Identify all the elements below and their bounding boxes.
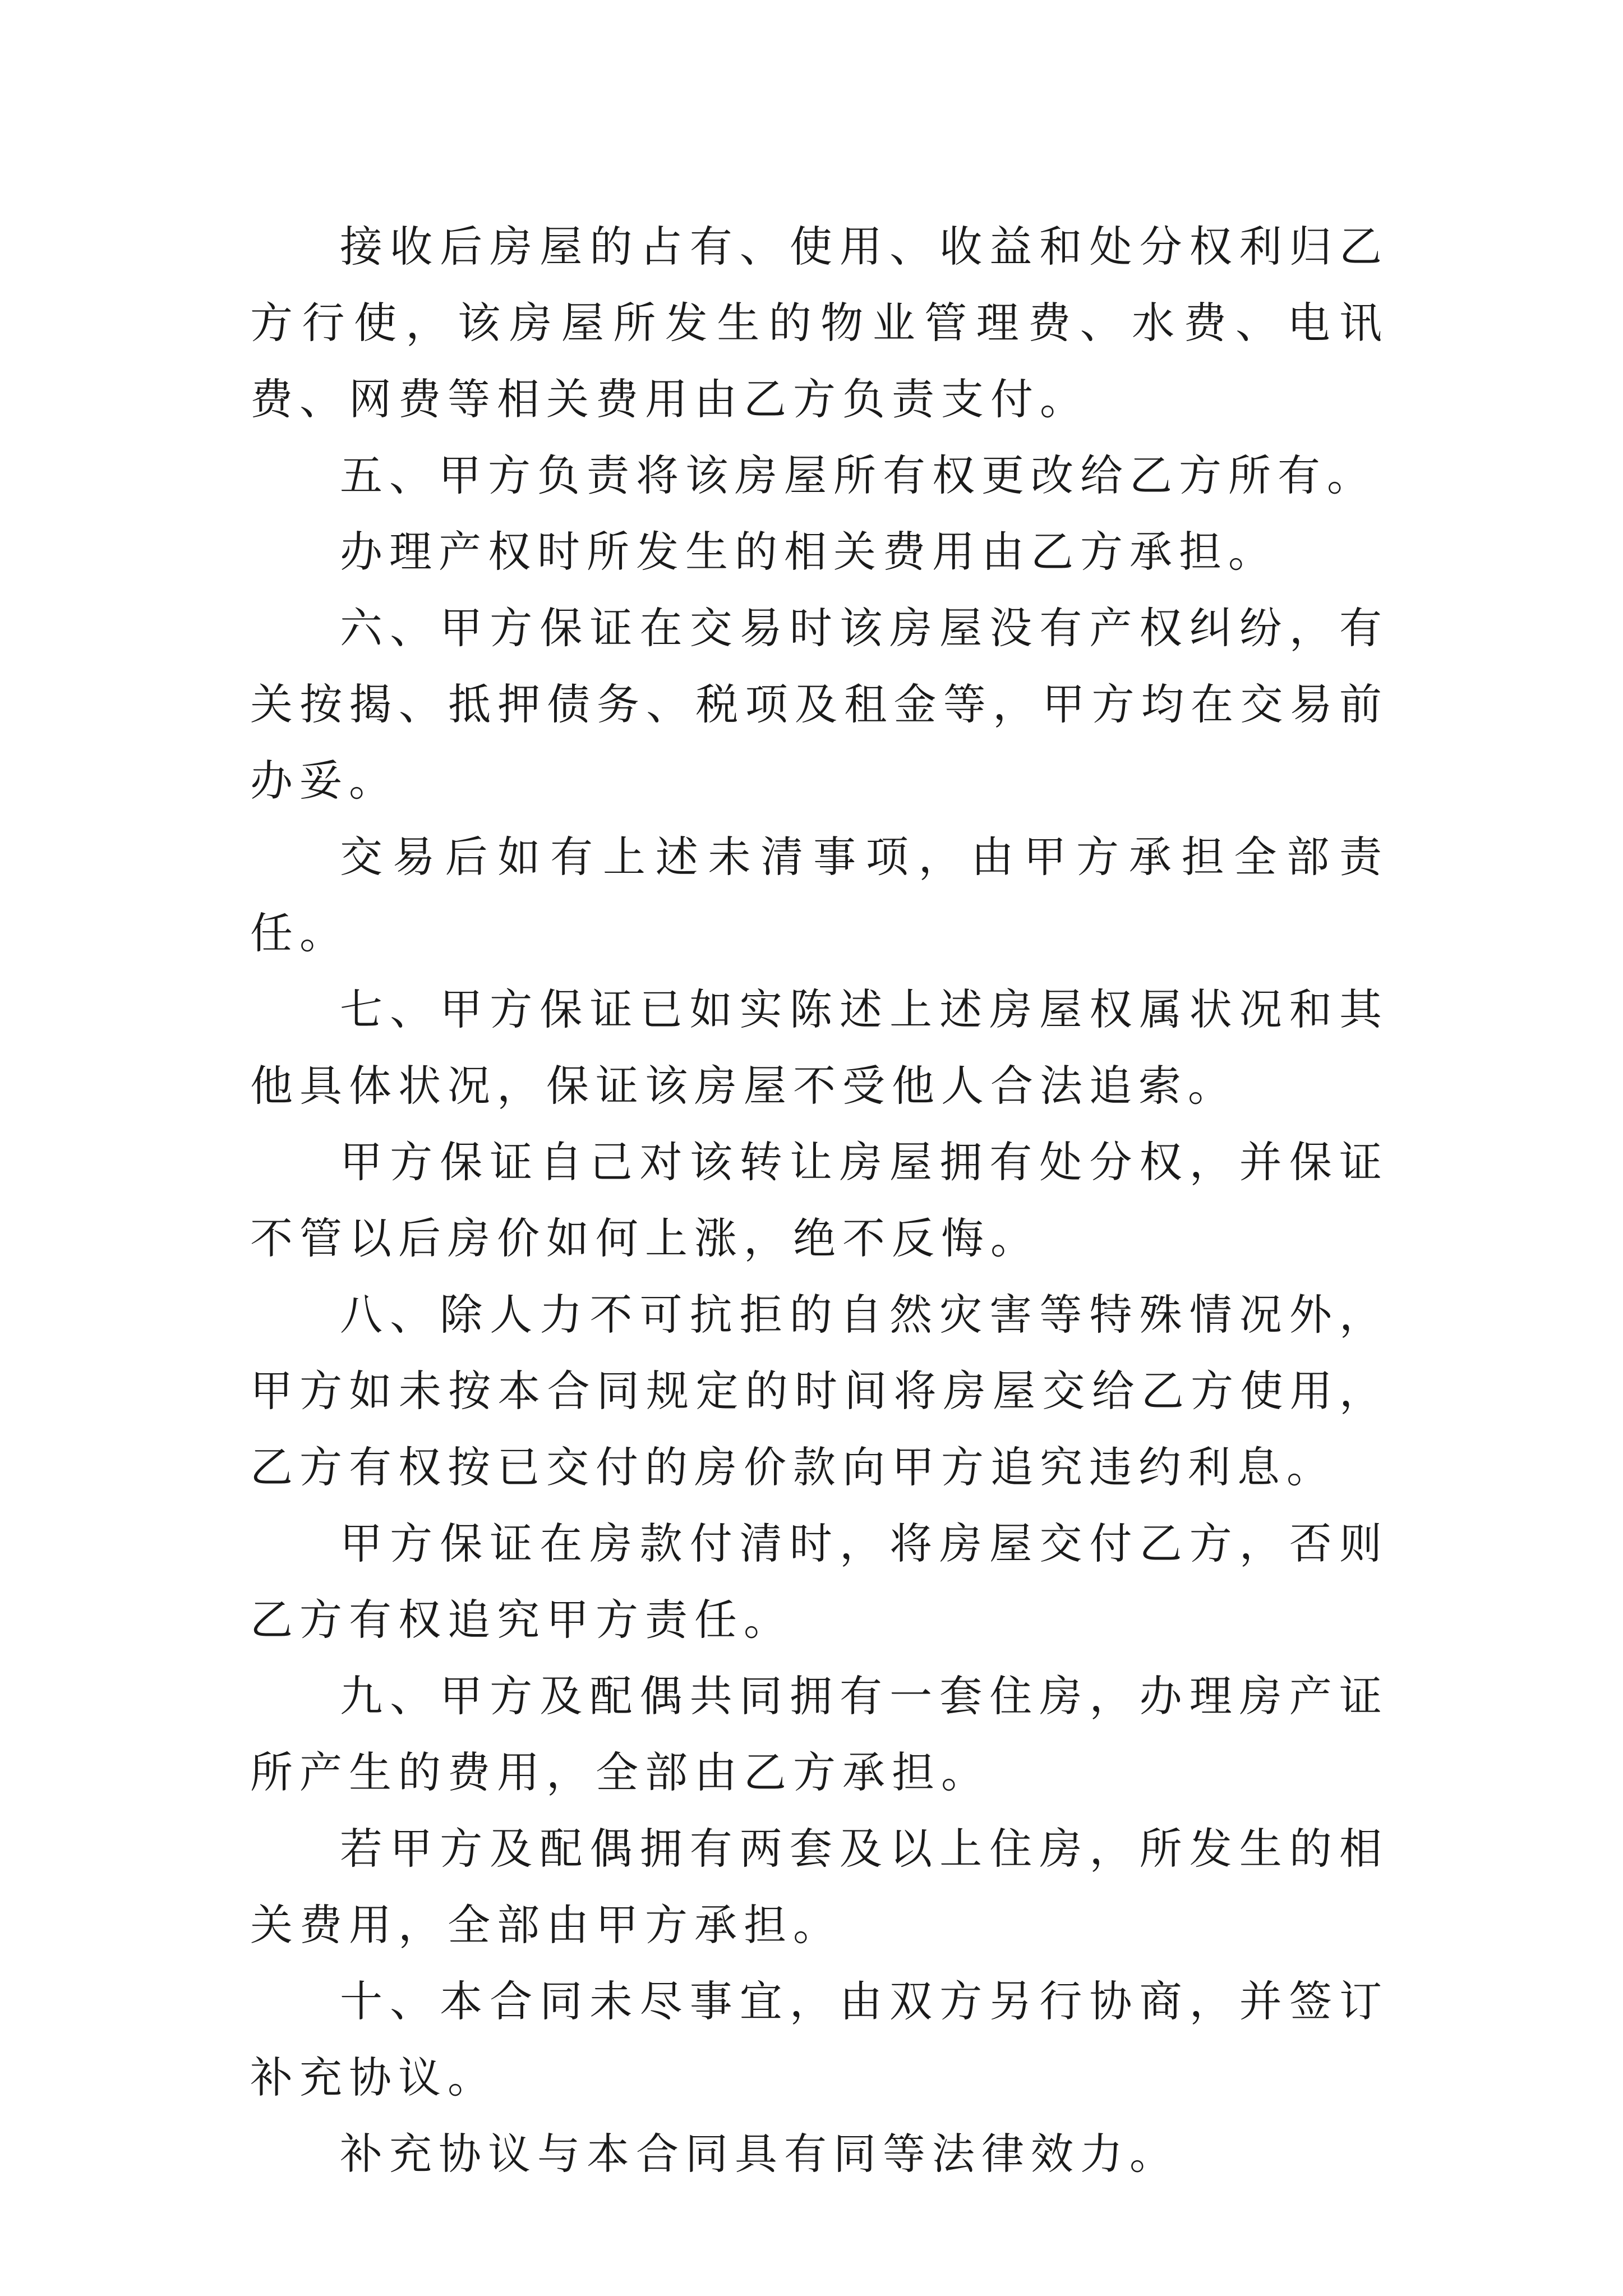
- paragraph-possession-rights: 接收后房屋的占有、使用、收益和处分权利归乙方行使，该房屋所发生的物业管理费、水费、电讯费、网费等相关费用由乙方负责支付。: [250, 222, 1389, 424]
- paragraph-clause-8-delivery: 八、除人力不可抗拒的自然灾害等特殊情况外，甲方如未按本合同规定的时间将房屋交给乙方使用，乙方有权按已交付的房价款向甲方追究违约利息。: [250, 1290, 1389, 1492]
- paragraph-post-transaction-liability: 交易后如有上述未清事项，由甲方承担全部责任。: [250, 832, 1389, 958]
- paragraph-handover-on-payment: 甲方保证在房款付清时，将房屋交付乙方，否则乙方有权追究甲方责任。: [250, 1519, 1389, 1645]
- paragraph-clause-9-single-home: 九、甲方及配偶共同拥有一套住房，办理房产证所产生的费用，全部由乙方承担。: [250, 1671, 1389, 1797]
- paragraph-clause-5-ownership: 五、甲方负责将该房屋所有权更改给乙方所有。: [340, 450, 1376, 500]
- paragraph-disposal-right: 甲方保证自己对该转让房屋拥有处分权，并保证不管以后房价如何上涨，绝不反悔。: [250, 1137, 1389, 1263]
- paragraph-clause-6-no-dispute: 六、甲方保证在交易时该房屋没有产权纠纷，有关按揭、抵押债务、税项及租金等，甲方均在交易前办妥。: [250, 603, 1389, 806]
- paragraph-multiple-homes: 若甲方及配偶拥有两套及以上住房，所发生的相关费用，全部由甲方承担。: [250, 1824, 1389, 1950]
- paragraph-title-fees: 办理产权时所发生的相关费用由乙方承担。: [340, 527, 1278, 577]
- paragraph-clause-10-supplement: 十、本合同未尽事宜，由双方另行协商，并签订补充协议。: [250, 1976, 1389, 2102]
- paragraph-supplement-effect: 补充协议与本合同具有同等法律效力。: [340, 2129, 1179, 2179]
- paragraph-clause-7-warranty: 七、甲方保证已如实陈述上述房屋权属状况和其他具体状况，保证该房屋不受他人合法追索。: [250, 984, 1389, 1111]
- document-body: [250, 209, 1389, 2192]
